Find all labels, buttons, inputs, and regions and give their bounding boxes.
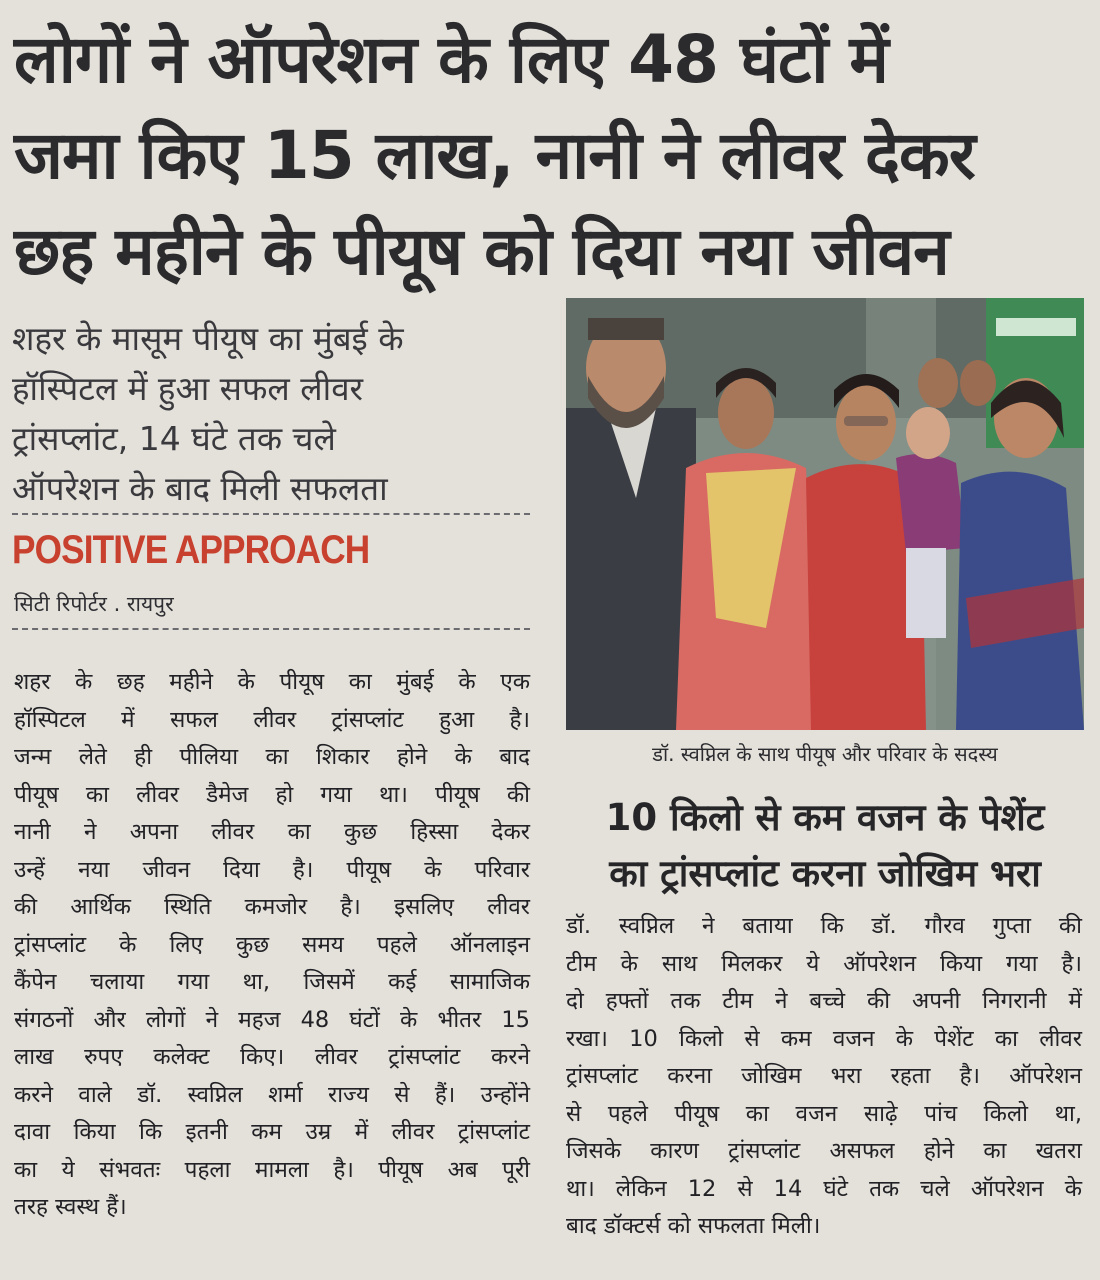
- body-line: जन्म लेते ही पीलिया का शिकार होने के बाद: [14, 744, 530, 770]
- body-line: दो हफ्तों तक टीम ने बच्चे की अपनी निगरानी में: [566, 988, 1082, 1014]
- body-line: पीयूष का लीवर डैमेज हो गया था। पीयूष की: [14, 781, 530, 808]
- body-line: हॉस्पिटल में सफल लीवर ट्रांसप्लांट हुआ है।: [14, 706, 530, 733]
- body-line: से पहले पीयूष का वजन साढ़े पांच किलो था,: [566, 1100, 1082, 1127]
- body-line: का ये संभवतः पहला मामला है। पीयूष अब पूरी: [14, 1156, 530, 1183]
- headline: [14, 12, 1089, 300]
- body-line: की आर्थिक स्थिति कमजोर है। इसलिए लीवर: [14, 894, 530, 920]
- body-line: नानी ने अपना लीवर का कुछ हिस्सा देकर: [14, 819, 530, 845]
- divider: [12, 628, 530, 630]
- subheading-line: का ट्रांसप्लांट करना जोखिम भरा: [609, 852, 1041, 895]
- headline-line: जमा किए 15 लाख, नानी ने लीवर देकर: [14, 117, 975, 194]
- body-line: बाद डॉक्टर्स को सफलता मिली।: [566, 1213, 821, 1239]
- body-line: रखा। 10 किलो से कम वजन के पेशेंट का लीवर: [566, 1025, 1082, 1052]
- byline: सिटी रिपोर्टर . रायपुर: [14, 592, 174, 616]
- divider: [12, 513, 530, 515]
- family-photo-illustration: [566, 298, 1084, 730]
- deck-line: ट्रांसप्लांट, 14 घंटे तक चले: [12, 419, 336, 458]
- body-line: उन्हें नया जीवन दिया है। पीयूष के परिवार: [14, 856, 530, 883]
- section-brand: POSITIVE APPROACH: [12, 528, 370, 572]
- body-line: दावा किया कि इतनी कम उम्र में लीवर ट्रांसप्लांट: [14, 1119, 530, 1145]
- subheading-line: 10 किलो से कम वजन के पेशेंट: [605, 796, 1045, 839]
- deck-line: हॉस्पिटल में हुआ सफल लीवर: [12, 369, 364, 408]
- body-line: ट्रांसप्लांट के लिए कुछ समय पहले ऑनलाइन: [14, 931, 530, 958]
- body-line: संगठनों और लोगों ने महज 48 घंटों के भीतर 15: [14, 1006, 530, 1033]
- body-line: डॉ. स्वप्निल ने बताया कि डॉ. गौरव गुप्ता की: [566, 913, 1082, 939]
- deck-line: ऑपरेशन के बाद मिली सफलता: [12, 469, 388, 508]
- article-body-left: [14, 664, 530, 1227]
- news-photo: [566, 298, 1084, 730]
- body-line: करने वाले डॉ. स्वप्निल शर्मा राज्य से हैं। उन्होंने: [14, 1081, 530, 1108]
- article-body-right: [566, 908, 1082, 1246]
- body-line: ट्रांसप्लांट करना जोखिम भरा रहता है। ऑपरेशन: [566, 1063, 1082, 1089]
- body-line: था। लेकिन 12 से 14 घंटे तक चले ऑपरेशन के: [566, 1175, 1082, 1202]
- photo-caption: डॉ. स्वप्निल के साथ पीयूष और परिवार के सदस्य: [652, 742, 998, 766]
- body-line: तरह स्वस्थ हैं।: [14, 1194, 127, 1220]
- subheading: [566, 790, 1084, 902]
- body-line: कैंपेन चलाया गया था, जिसमें कई सामाजिक: [14, 969, 530, 995]
- body-line: टीम के साथ मिलकर ये ऑपरेशन किया गया है।: [566, 950, 1082, 977]
- body-line: शहर के छह महीने के पीयूष का मुंबई के एक: [14, 669, 530, 695]
- body-line: जिसके कारण ट्रांसप्लांट असफल होने का खतरा: [566, 1138, 1082, 1164]
- body-line: लाख रुपए कलेक्ट किए। लीवर ट्रांसप्लांट करने: [14, 1044, 530, 1070]
- headline-line: लोगों ने ऑपरेशन के लिए 48 घंटों में: [14, 21, 888, 98]
- deck-summary: [12, 314, 542, 514]
- deck-line: शहर के मासूम पीयूष का मुंबई के: [12, 319, 404, 358]
- headline-line: छह महीने के पीयूष को दिया नया जीवन: [14, 213, 949, 290]
